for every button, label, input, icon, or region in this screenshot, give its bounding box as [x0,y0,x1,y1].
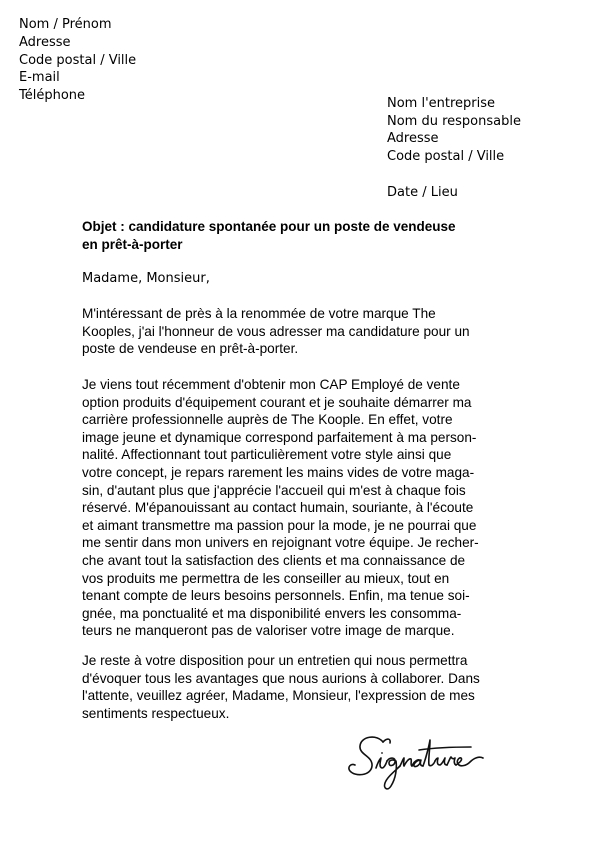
sender-name: Nom / Prénom [19,17,112,32]
paragraph-line: d'évoquer tous les avantages que nous aurions à collaborer. Dans [82,670,480,686]
paragraph-line: sentiments respectueux. [82,705,230,721]
subject-line-1: Objet : candidature spontanée pour un poste de vendeuse [82,219,456,234]
subject-line-2: en prêt-à-porter [82,236,183,252]
paragraph-line: Je viens tout récemment d'obtenir mon CAP Employé de vente [82,377,460,392]
subject-line [82,218,522,253]
recipient-manager: Nom du responsable [387,113,521,129]
sender-phone: Téléphone [19,88,86,104]
paragraph-line: sin, d'autant plus que j'apprécie l'accueil qui m'est à chaque fois [82,482,466,498]
date-place: Date / Lieu [387,185,458,200]
paragraph-line: tenant compte de leurs besoins personnels. Enfin, ma tenue soi- [82,588,470,604]
paragraph-1 [82,305,470,358]
paragraph-line: l'attente, veuillez agréer, Madame, Monsieur, l'expression de mes [82,688,475,704]
handwritten-signature [343,728,493,798]
recipient-address: Adresse [387,131,439,146]
paragraph-line: image jeune et dynamique correspond parfaitement à ma person- [82,429,477,445]
paragraph-line: me sentir dans mon univers en rejoignant votre équipe. Je recher- [82,535,479,551]
paragraph-line: vos produits me permettra de les conseiller au mieux, tout en [82,570,450,586]
paragraph-3 [82,652,480,722]
paragraph-line: poste de vendeuse en prêt-à-porter. [82,341,299,357]
paragraph-2 [82,376,479,640]
paragraph-line: M'intéressant de près à la renommée de votre marque The [82,306,436,321]
sender-postal-city: Code postal / Ville [19,52,137,68]
paragraph-line: carrière professionnelle auprès de The Koople. En effet, votre [82,412,453,428]
paragraph-line: teurs ne manqueront pas de valoriser votre image de marque. [82,623,455,639]
recipient-company: Nom l'entreprise [387,96,496,111]
recipient-block [387,95,521,165]
paragraph-line: nalité. Affectionnant tout particulièrement votre style ainsi que [82,447,452,463]
paragraph-line: che avant tout la satisfaction des clients et ma connaissance de [82,552,466,568]
paragraph-line: Je reste à votre disposition pour un entretien qui nous permettra [82,653,468,668]
paragraph-line: gnée, ma ponctualité et ma disponibilité envers les consomma- [82,605,462,621]
recipient-postal-city: Code postal / Ville [387,148,505,164]
paragraph-line: option produits d'équipement courant et je souhaite démarrer ma [82,394,472,410]
sender-email: E-mail [19,70,60,86]
paragraph-line: réservé. M'épanouissant au contact humain, souriante, à l'écoute [82,500,474,516]
paragraph-line: et aimant transmettre ma passion pour la mode, je ne pourrai que [82,517,477,533]
greeting: Madame, Monsieur, [82,271,210,286]
sender-address: Adresse [19,34,71,50]
paragraph-line: votre concept, je repars rarement les mains vides de votre maga- [82,464,475,480]
sender-block [19,16,136,105]
paragraph-line: Kooples, j'ai l'honneur de vous adresser ma candidature pour un [82,323,470,339]
